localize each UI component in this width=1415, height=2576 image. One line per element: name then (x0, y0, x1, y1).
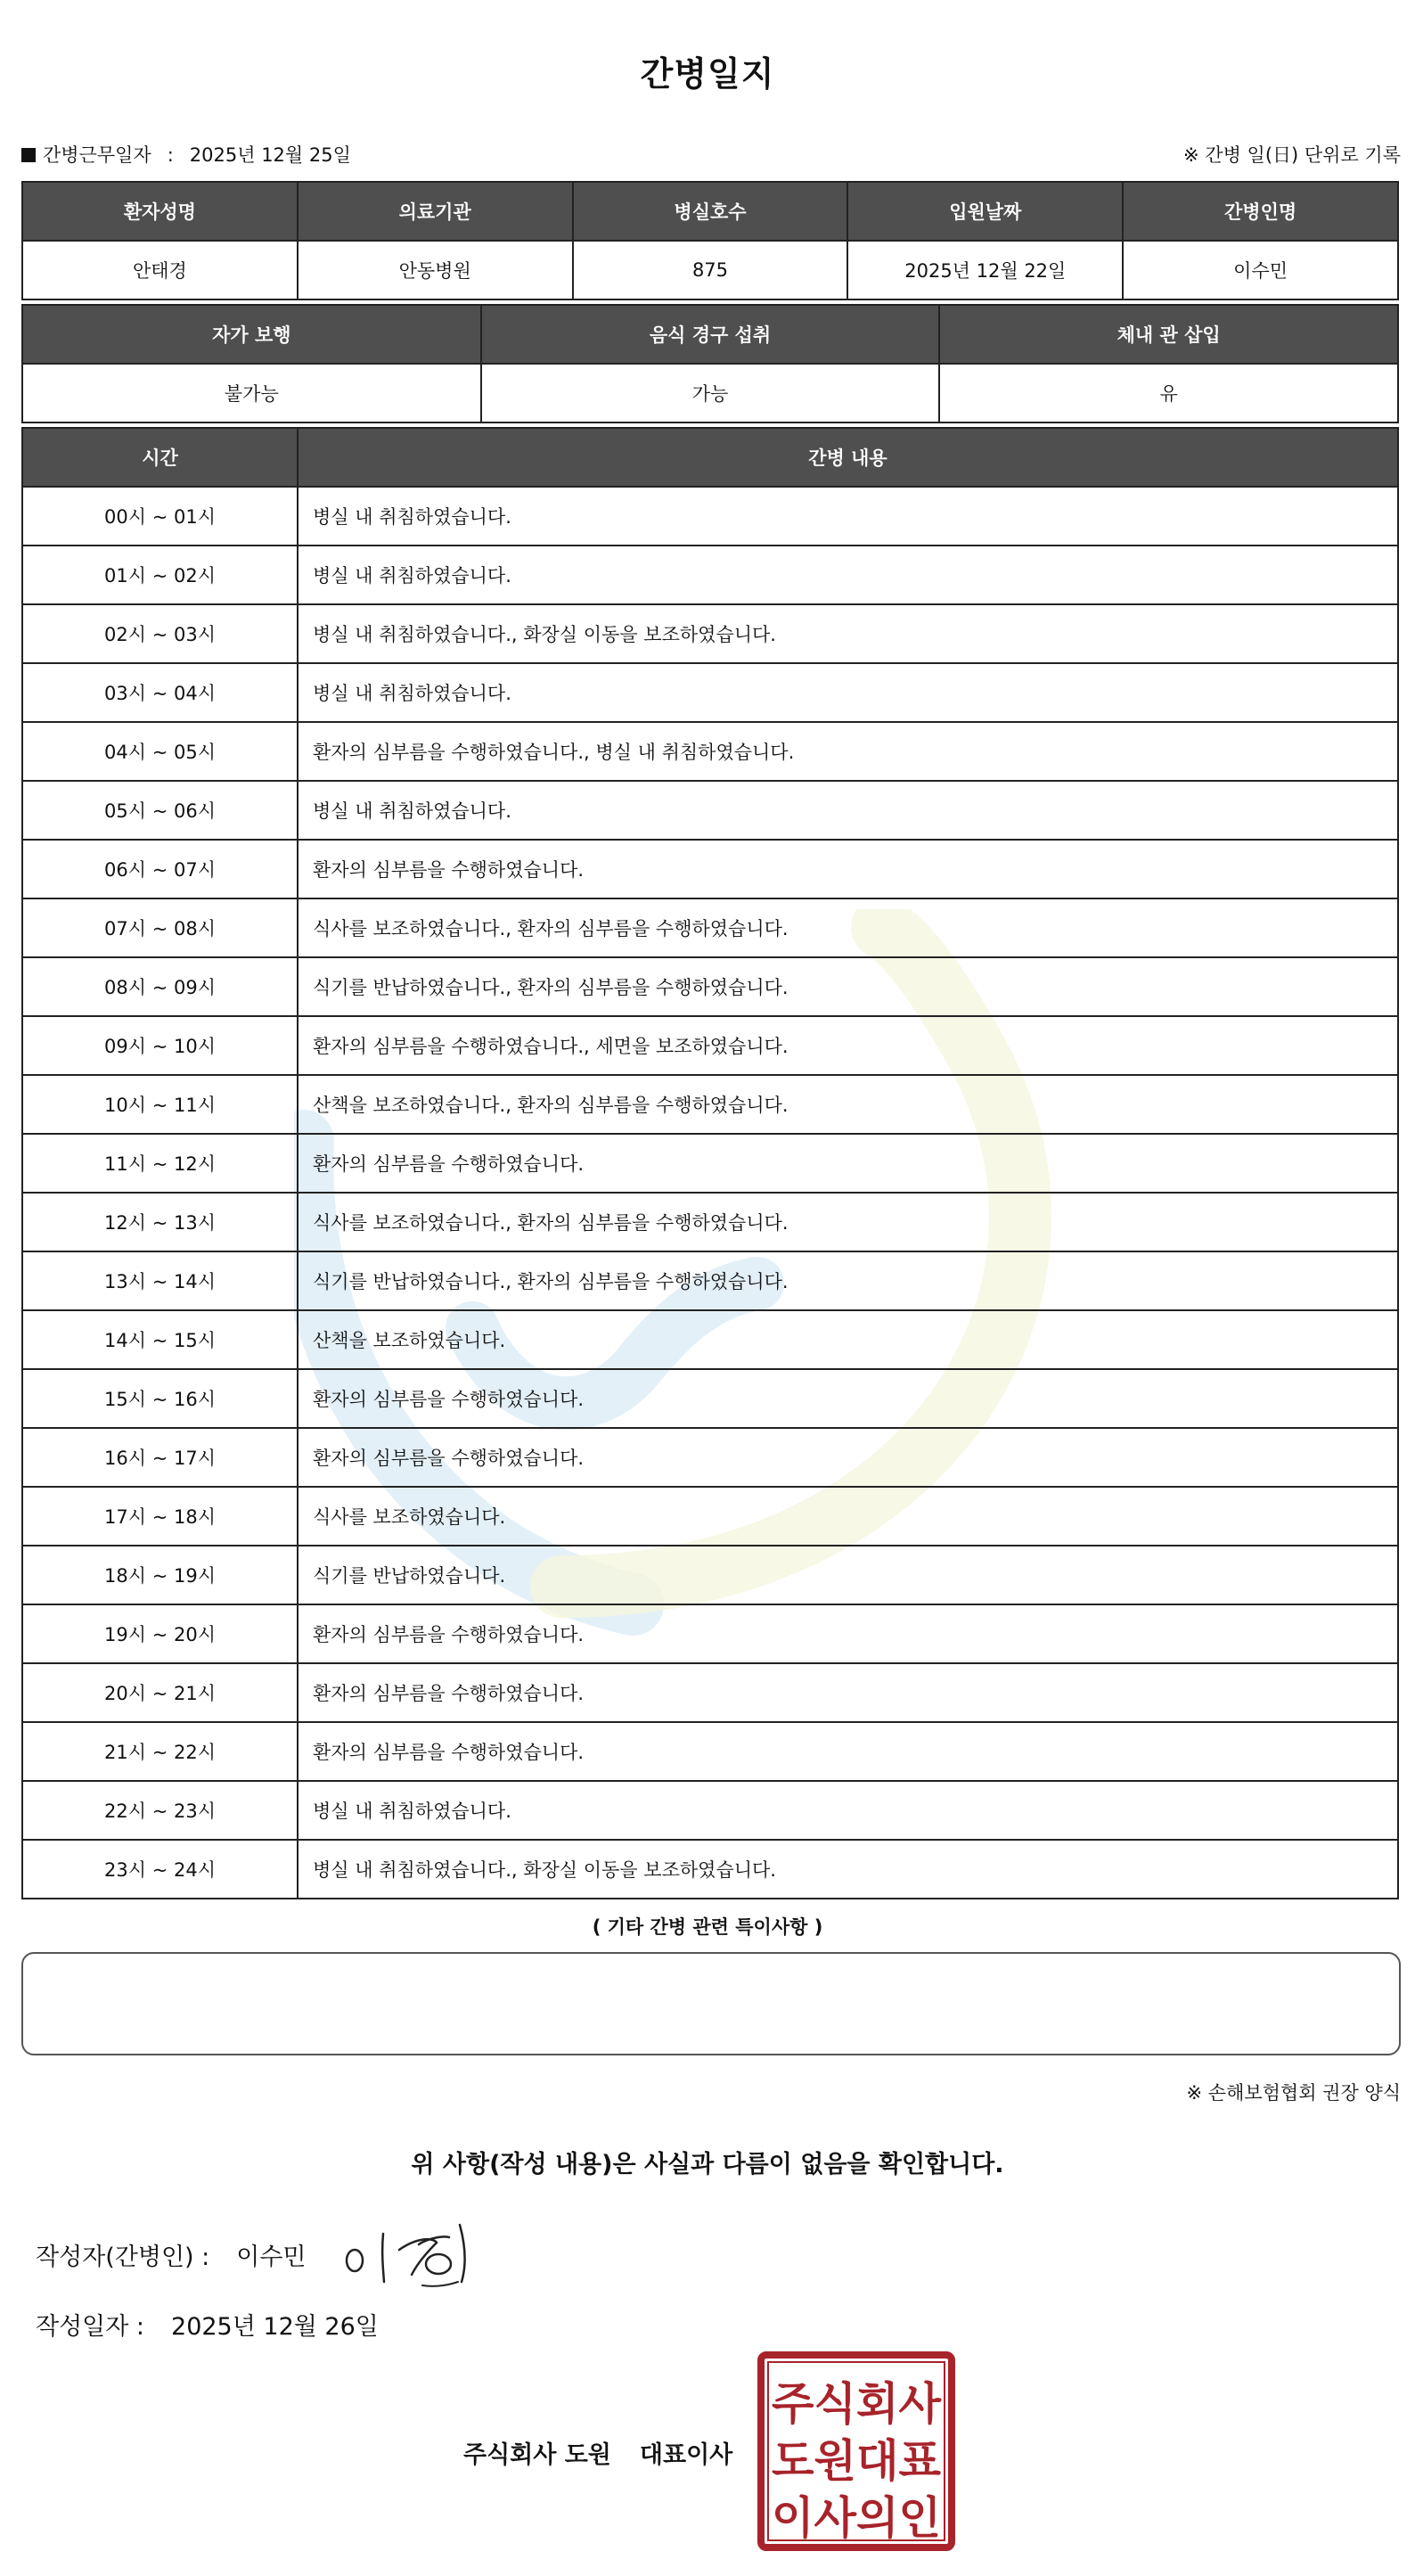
table-row (22, 1310, 1398, 1369)
writer-name: 이수민 (236, 2244, 307, 2271)
log-time: 21시 ~ 22시 (22, 1722, 298, 1781)
log-time: 03시 ~ 04시 (22, 663, 298, 722)
log-content: 환자의 심부름을 수행하였습니다. (298, 1134, 1398, 1193)
table-row (22, 604, 1398, 663)
log-content: 병실 내 취침하였습니다., 화장실 이동을 보조하였습니다. (298, 604, 1398, 663)
header-patient-name: 환자성명 (22, 182, 298, 241)
log-content: 식사를 보조하였습니다., 환자의 심부름을 수행하였습니다. (298, 1193, 1398, 1251)
log-time: 12시 ~ 13시 (22, 1193, 298, 1251)
write-date-line (36, 2307, 379, 2342)
table-row (22, 1075, 1398, 1134)
patient-info-header-row (22, 182, 1398, 241)
table-row (22, 1487, 1398, 1546)
log-time: 11시 ~ 12시 (22, 1134, 298, 1193)
form-source-note: ※ 손해보험협회 권장 양식 (1186, 2082, 1401, 2104)
write-date-label: 작성일자 : (36, 2313, 145, 2341)
log-content: 병실 내 취침하였습니다., 화장실 이동을 보조하였습니다. (298, 1840, 1398, 1899)
header-hospital: 의료기관 (298, 182, 573, 241)
header-tube-insertion: 체내 관 삽입 (939, 305, 1398, 364)
table-row (22, 1251, 1398, 1310)
log-content: 환자의 심부름을 수행하였습니다. (298, 1722, 1398, 1781)
caregiver-name: 이수민 (1123, 241, 1398, 299)
walking-status: 불가능 (22, 364, 481, 422)
oral-intake-status: 가능 (481, 364, 940, 422)
log-content: 식기를 반납하였습니다., 환자의 심부름을 수행하였습니다. (298, 1251, 1398, 1310)
work-date-label: 간병근무일자 (43, 144, 151, 166)
table-row (22, 957, 1398, 1016)
work-date-value: 2025년 12월 25일 (189, 144, 351, 166)
log-time: 13시 ~ 14시 (22, 1251, 298, 1310)
table-row (22, 1369, 1398, 1428)
patient-status-table (21, 304, 1399, 423)
log-time: 10시 ~ 11시 (22, 1075, 298, 1134)
log-content: 환자의 심부름을 수행하였습니다. (298, 1369, 1398, 1428)
log-time: 02시 ~ 03시 (22, 604, 298, 663)
handwritten-signature (337, 2218, 497, 2289)
header-oral-intake: 음식 경구 섭취 (481, 305, 940, 364)
table-row (22, 1840, 1398, 1899)
log-content: 식사를 보조하였습니다. (298, 1487, 1398, 1546)
table-row (22, 781, 1398, 840)
log-content: 병실 내 취침하였습니다. (298, 546, 1398, 604)
table-row (22, 1781, 1398, 1840)
log-time: 18시 ~ 19시 (22, 1546, 298, 1604)
work-date-colon: : (167, 144, 174, 166)
seal-line-2: 도원대표 (772, 2435, 942, 2487)
patient-info-table (21, 181, 1399, 300)
hospital-name: 안동병원 (298, 241, 573, 299)
log-content: 환자의 심부름을 수행하였습니다., 세면을 보조하였습니다. (298, 1016, 1398, 1075)
page-title: 간병일지 (640, 54, 775, 94)
table-row (22, 722, 1398, 781)
log-content: 환자의 심부름을 수행하였습니다. (298, 1604, 1398, 1663)
log-content: 산책을 보조하였습니다., 환자의 심부름을 수행하였습니다. (298, 1075, 1398, 1134)
log-time: 23시 ~ 24시 (22, 1840, 298, 1899)
log-time: 14시 ~ 15시 (22, 1310, 298, 1369)
log-content: 병실 내 취침하였습니다. (298, 663, 1398, 722)
special-notes-box (21, 1952, 1401, 2055)
table-row (22, 840, 1398, 898)
confirmation-statement: 위 사항(작성 내용)은 사실과 다름이 없음을 확인합니다. (411, 2151, 1004, 2178)
header-time: 시간 (22, 428, 298, 487)
table-row (22, 663, 1398, 722)
table-row (22, 1016, 1398, 1075)
log-time: 01시 ~ 02시 (22, 546, 298, 604)
table-row (22, 1722, 1398, 1781)
table-row (22, 898, 1398, 957)
log-time: 08시 ~ 09시 (22, 957, 298, 1016)
log-content: 병실 내 취침하였습니다. (298, 487, 1398, 546)
log-content: 식기를 반납하였습니다., 환자의 심부름을 수행하였습니다. (298, 957, 1398, 1016)
log-content: 병실 내 취침하였습니다. (298, 1781, 1398, 1840)
write-date: 2025년 12월 26일 (171, 2313, 379, 2341)
log-time: 00시 ~ 01시 (22, 487, 298, 546)
table-row (22, 1604, 1398, 1663)
header-caregiver: 간병인명 (1123, 182, 1398, 241)
table-row (22, 1663, 1398, 1722)
log-time: 20시 ~ 21시 (22, 1663, 298, 1722)
table-row (22, 1428, 1398, 1487)
header-admission-date: 입원날짜 (847, 182, 1123, 241)
log-time: 09시 ~ 10시 (22, 1016, 298, 1075)
log-content: 산책을 보조하였습니다. (298, 1310, 1398, 1369)
care-log-table (21, 427, 1399, 1899)
writer-line (36, 2237, 307, 2272)
tube-insertion-status: 유 (939, 364, 1398, 422)
header-walking: 자가 보행 (22, 305, 481, 364)
seal-line-1: 주식회사 (772, 2378, 942, 2430)
table-row (22, 1134, 1398, 1193)
square-bullet-icon (21, 148, 36, 162)
log-content: 환자의 심부름을 수행하였습니다. (298, 840, 1398, 898)
patient-name: 안태경 (22, 241, 298, 299)
table-row (22, 1193, 1398, 1251)
seal-line-3: 이사의인 (772, 2492, 941, 2544)
representative-title: 대표이사 (639, 2441, 733, 2469)
log-time: 19시 ~ 20시 (22, 1604, 298, 1663)
patient-info-value-row (22, 241, 1398, 299)
table-row (22, 487, 1398, 546)
log-time: 05시 ~ 06시 (22, 781, 298, 840)
daily-record-note: ※ 간병 일(日) 단위로 기록 (1183, 144, 1401, 166)
header-room: 병실호수 (573, 182, 848, 241)
log-time: 16시 ~ 17시 (22, 1428, 298, 1487)
table-row (22, 1546, 1398, 1604)
work-date (21, 141, 351, 168)
writer-label: 작성자(간병인) : (36, 2244, 210, 2271)
care-log-header-row (22, 428, 1398, 487)
company-signature-line (463, 2435, 732, 2470)
company-name: 주식회사 도원 (463, 2441, 611, 2469)
log-content: 환자의 심부름을 수행하였습니다. (298, 1663, 1398, 1722)
header-care-content: 간병 내용 (298, 428, 1398, 487)
admission-date: 2025년 12월 22일 (847, 241, 1123, 299)
status-header-row (22, 305, 1398, 364)
log-time: 15시 ~ 16시 (22, 1369, 298, 1428)
log-content: 식사를 보조하였습니다., 환자의 심부름을 수행하였습니다. (298, 898, 1398, 957)
room-number: 875 (573, 241, 848, 299)
log-content: 환자의 심부름을 수행하였습니다. (298, 1428, 1398, 1487)
log-time: 07시 ~ 08시 (22, 898, 298, 957)
log-content: 환자의 심부름을 수행하였습니다., 병실 내 취침하였습니다. (298, 722, 1398, 781)
log-content: 병실 내 취침하였습니다. (298, 781, 1398, 840)
log-time: 17시 ~ 18시 (22, 1487, 298, 1546)
log-time: 04시 ~ 05시 (22, 722, 298, 781)
log-content: 식기를 반납하였습니다. (298, 1546, 1398, 1604)
table-row (22, 546, 1398, 604)
special-notes-label: ( 기타 간병 관련 특이사항 ) (592, 1916, 823, 1938)
status-value-row (22, 364, 1398, 422)
log-time: 22시 ~ 23시 (22, 1781, 298, 1840)
company-seal (757, 2351, 955, 2551)
log-time: 06시 ~ 07시 (22, 840, 298, 898)
